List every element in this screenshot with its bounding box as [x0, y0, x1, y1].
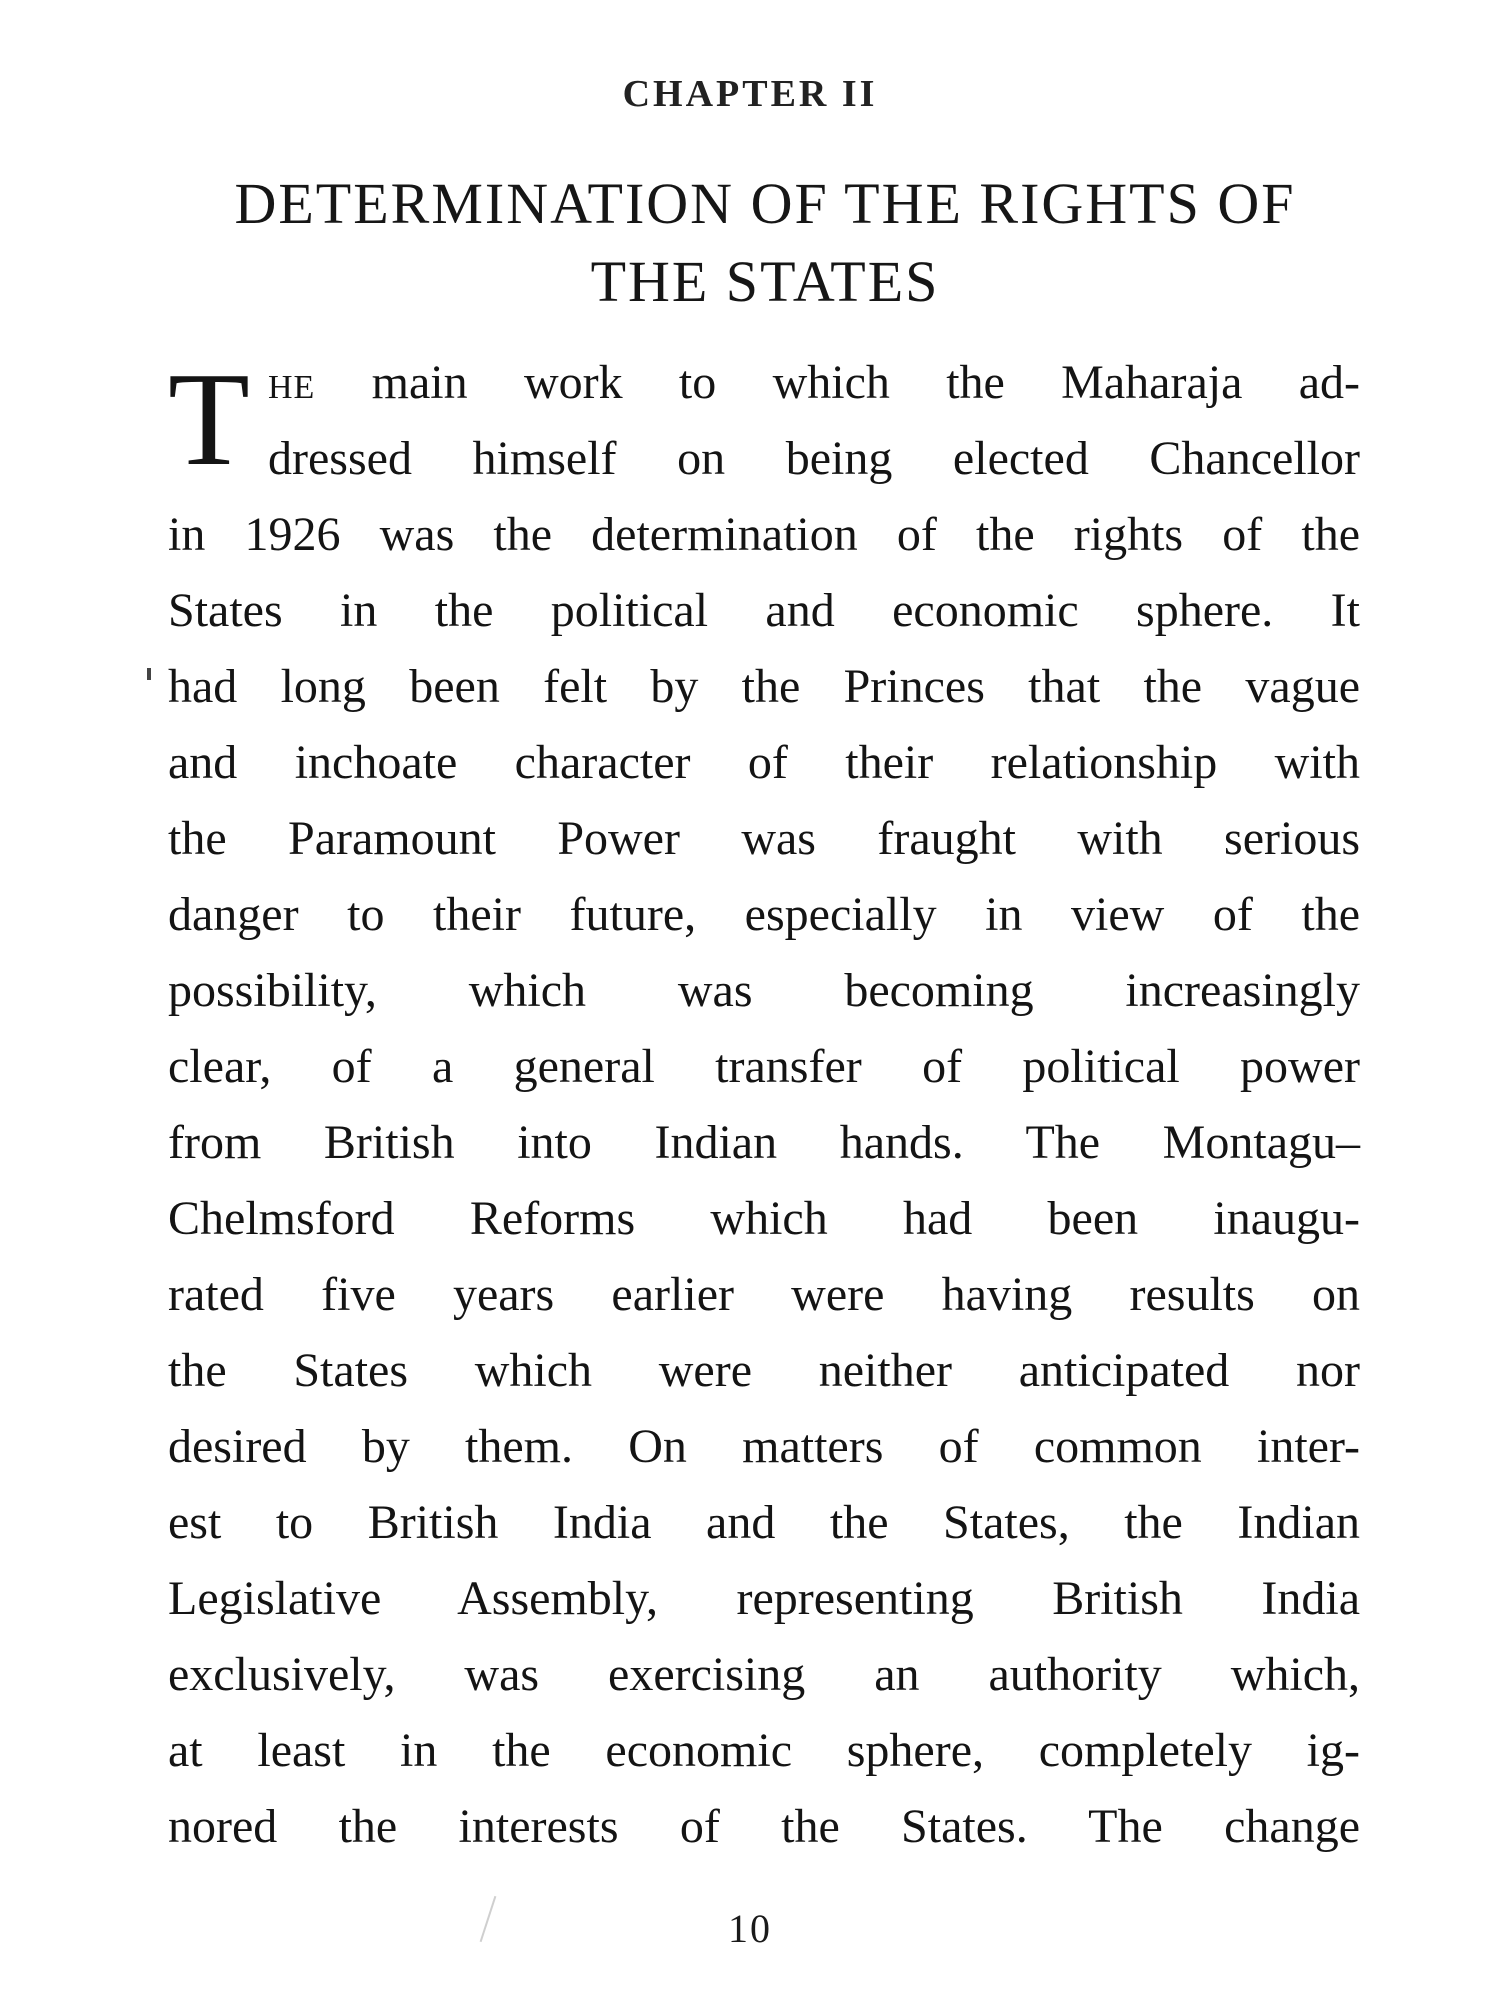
- body-text: [168, 345, 1360, 1865]
- text-line: in 1926 was the determination of the rights of the: [168, 508, 1360, 561]
- text-line: had long been felt by the Princes that the vague: [168, 660, 1360, 713]
- text-line: desired by them. On matters of common inter-: [168, 1420, 1360, 1473]
- text-line: the Paramount Power was fraught with serious: [168, 812, 1360, 865]
- first-line-rest: main work to which the Maharaja ad-: [371, 356, 1360, 409]
- text-line: [168, 345, 1360, 421]
- text-line: at least in the economic sphere, completely ig-: [168, 1724, 1360, 1777]
- text-line: the States which were neither anticipated nor: [168, 1344, 1360, 1397]
- text-line: Chelmsford Reforms which had been inaugu-: [168, 1192, 1360, 1245]
- text-line: danger to their future, especially in view of the: [168, 888, 1360, 941]
- chapter-title-line: DETERMINATION OF THE RIGHTS OF: [234, 171, 1296, 236]
- text-line: States in the political and economic sphere. It: [168, 584, 1360, 637]
- chapter-title: [170, 165, 1360, 321]
- text-line: possibility, which was becoming increasingly: [168, 964, 1360, 1017]
- text-line: nored the interests of the States. The change: [168, 1800, 1360, 1853]
- text-line: Legislative Assembly, representing British India: [168, 1572, 1360, 1625]
- text-line: exclusively, was exercising an authority which,: [168, 1648, 1360, 1701]
- text-line: dressed himself on being elected Chancellor: [268, 432, 1360, 485]
- margin-mark: [147, 668, 151, 680]
- drop-cap: T: [168, 345, 250, 493]
- first-word-small-caps: HE: [268, 369, 316, 406]
- chapter-title-line: THE STATES: [590, 249, 940, 314]
- text-line: rated five years earlier were having results on: [168, 1268, 1360, 1321]
- text-line: est to British India and the States, the Indian: [168, 1496, 1360, 1549]
- text-line: from British into Indian hands. The Montagu–: [168, 1116, 1360, 1169]
- chapter-label: CHAPTER II: [622, 73, 878, 115]
- text-line: clear, of a general transfer of political power: [168, 1040, 1360, 1093]
- text-line: and inchoate character of their relationship with: [168, 736, 1360, 789]
- page-number: 10: [728, 1906, 772, 1951]
